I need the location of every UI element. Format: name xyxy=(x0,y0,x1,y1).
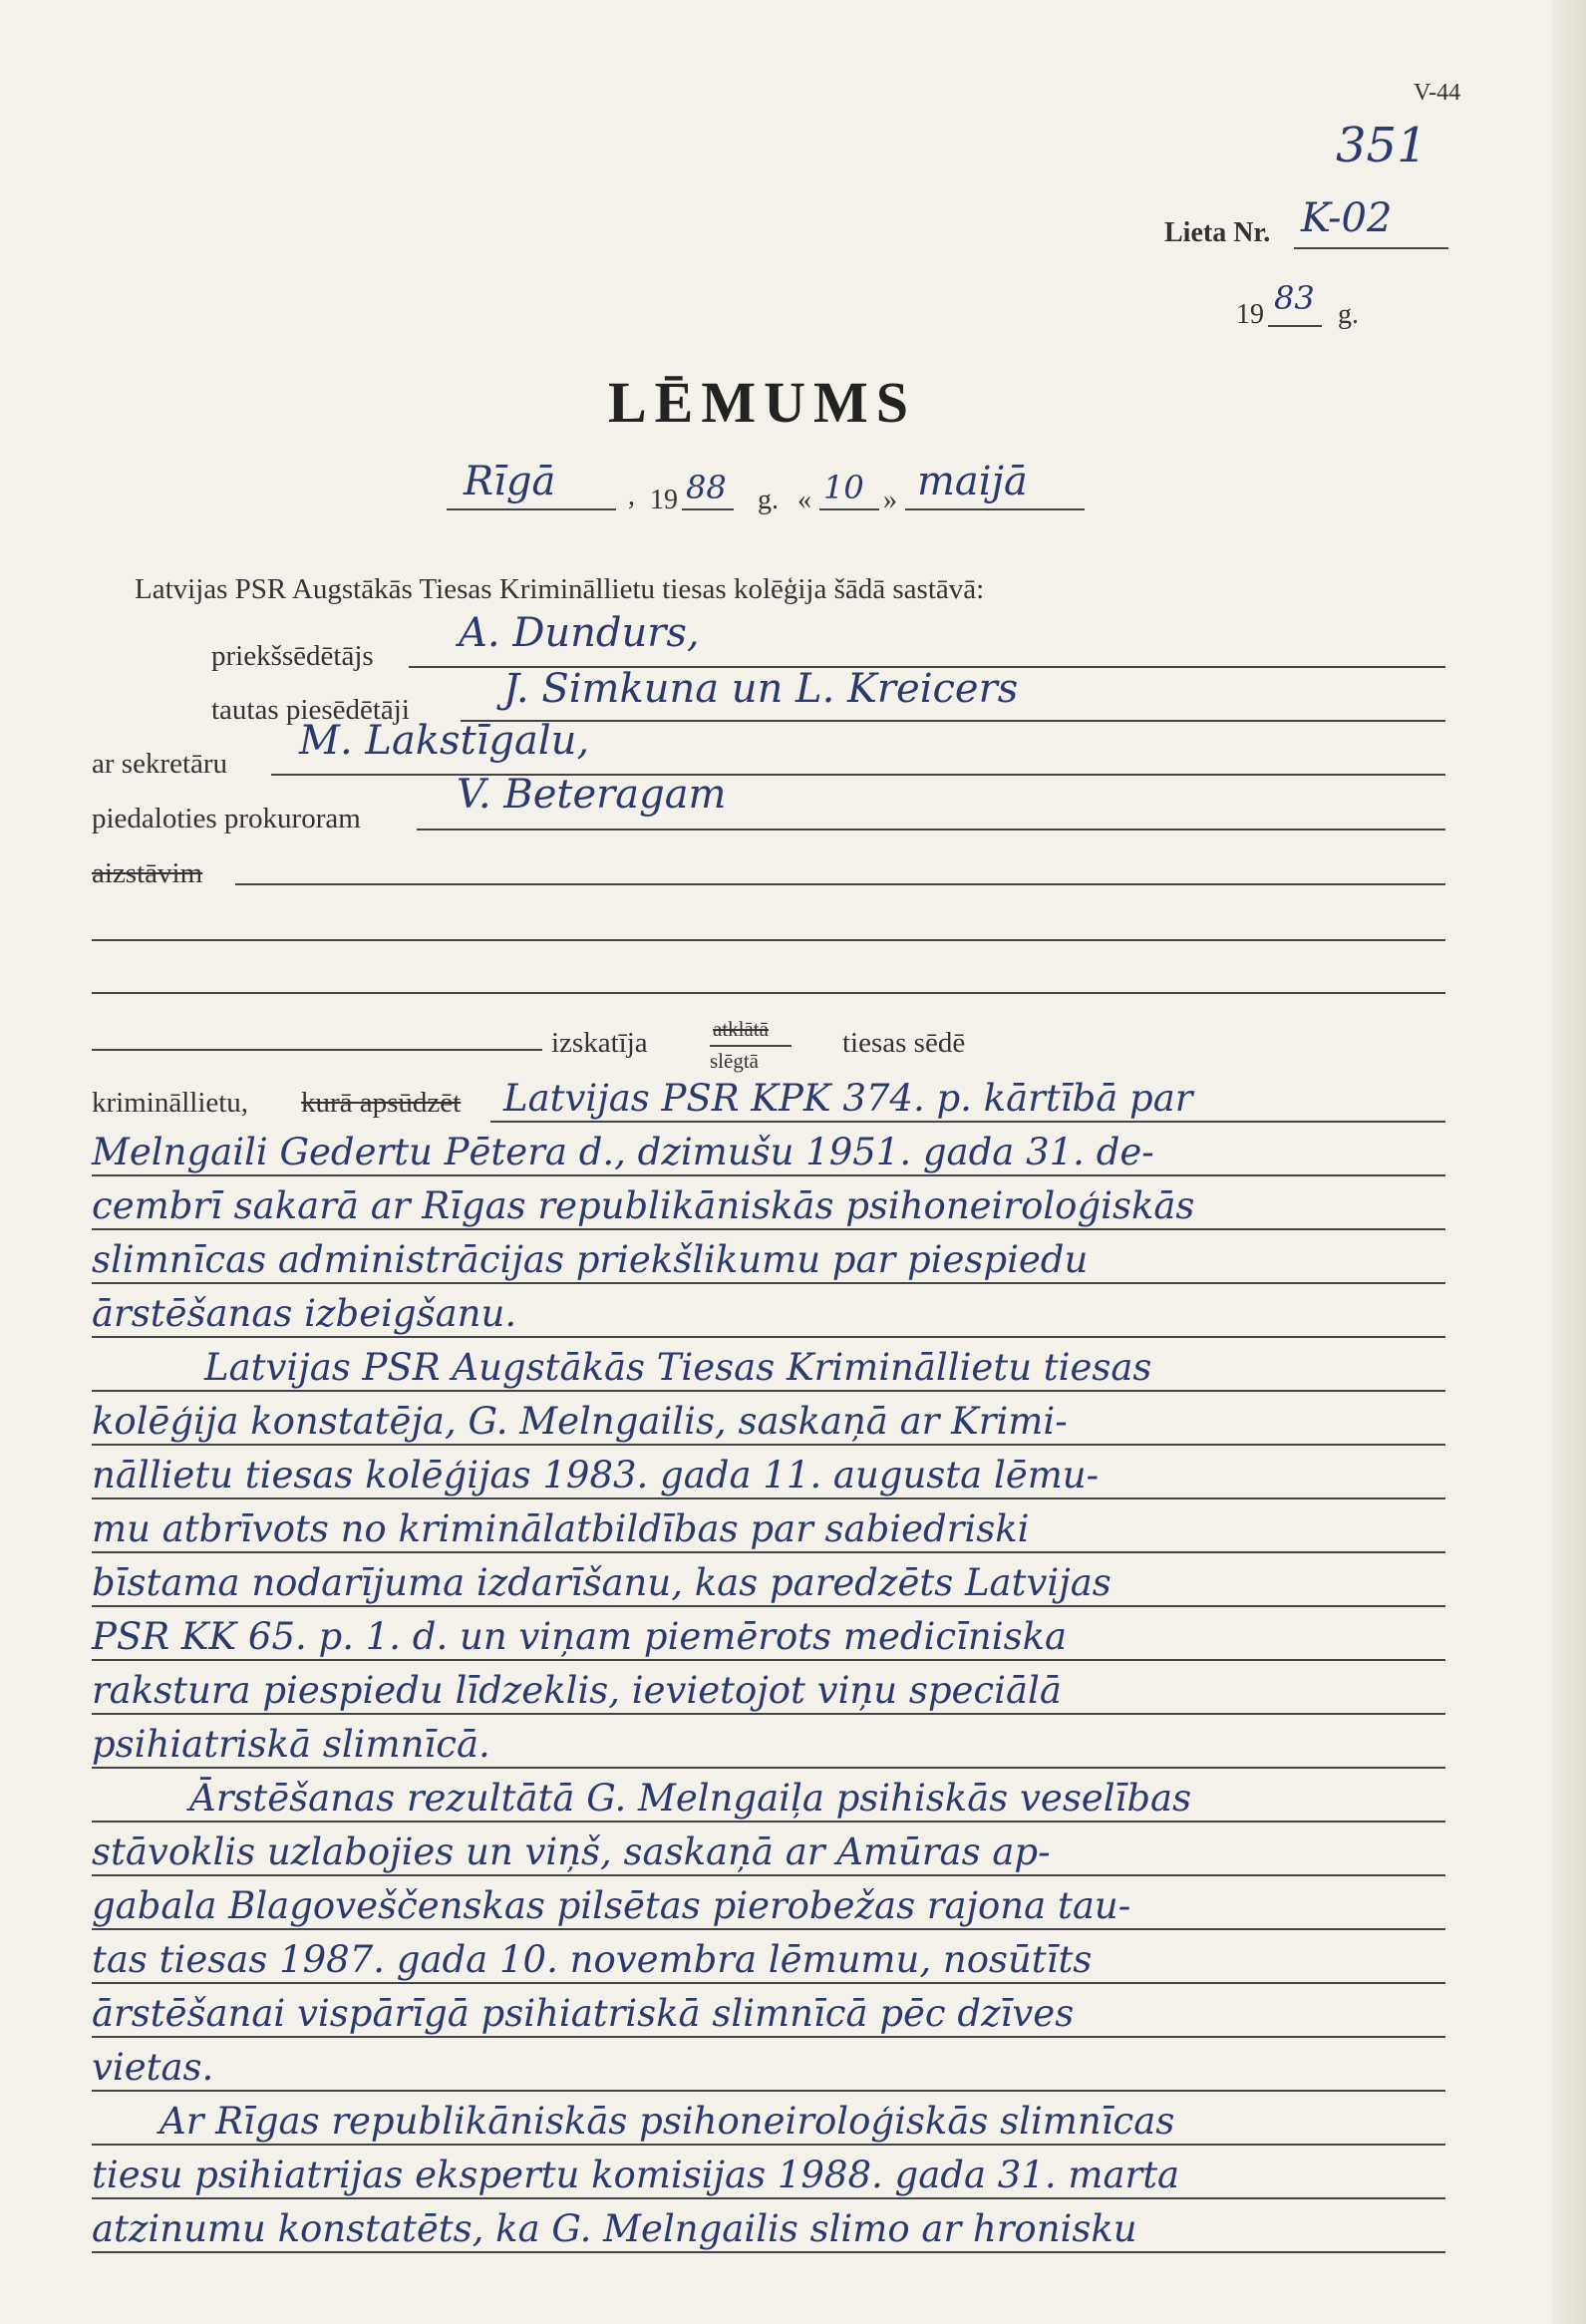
assessors-line xyxy=(461,720,1445,722)
day-close: » xyxy=(883,485,897,515)
blank-line-2 xyxy=(92,992,1445,994)
form-code: V-44 xyxy=(1414,80,1461,106)
case-year-suffix: 83 xyxy=(1274,279,1315,317)
case-year-line xyxy=(1268,325,1322,327)
place-value: Rīgā xyxy=(464,459,556,504)
session-fraction-bar xyxy=(710,1045,792,1047)
body-line-15: gabala Blagoveščenskas pilsētas pierobežas rajona tau- xyxy=(92,1884,1131,1927)
body-rule-3 xyxy=(92,1282,1445,1284)
session-label: tiesas sēdē xyxy=(842,1027,966,1059)
place-line xyxy=(447,508,616,510)
secretary-line xyxy=(271,774,1445,776)
prosecutor-line xyxy=(417,829,1445,830)
body-rule-8 xyxy=(92,1551,1445,1553)
body-line-7: nāllietu tiesas kolēģijas 1983. gada 11. augusta lēmu- xyxy=(92,1454,1100,1496)
prosecutor-value: V. Beteragam xyxy=(457,772,727,818)
body-rule-0 xyxy=(490,1121,1445,1123)
body-rule-13 xyxy=(92,1821,1445,1823)
case-number-line xyxy=(1294,247,1448,249)
body-line-21: atzinumu konstatēts, ka G. Melngailis slimo ar hronisku xyxy=(92,2207,1137,2250)
assessors-value: J. Simkuna un L. Kreicers xyxy=(503,666,1019,712)
body-line-8: mu atbrīvots no kriminālatbildības par sabiedriski xyxy=(92,1507,1030,1550)
body-rule-10 xyxy=(92,1659,1445,1661)
body-line-5: Latvijas PSR Augstākās Tiesas Krimināllietu tiesas xyxy=(204,1346,1152,1389)
body-line-2: cembrī sakarā ar Rīgas republikāniskās psihoneiroloģiskās xyxy=(92,1184,1195,1227)
page-edge xyxy=(1552,0,1586,2324)
day-open: « xyxy=(797,485,811,515)
case-year-unit: g. xyxy=(1338,299,1359,330)
body-rule-16 xyxy=(92,1982,1445,1984)
body-rule-18 xyxy=(92,2090,1445,2092)
document-page: V-44 351 Lieta Nr. K-02 19 83 g. LĒMUMS Rīgā , 19 88 g. « 10 » maijā Latvijas PSR Augstākās Tiesas Krimināllietu tiesas kolēģija šādā sastāvā: priekšsēdētājs A. Dundurs, tautas piesēdētāji J. Simkuna un L. Kreicers ar sekretāru M. Lakstīgalu, piedaloties prokuroram V. Beteragam aizstāvim izskatīja atklātā slēgtā tiesas sēdē krimināllietu, kurā apsūdzēt Latvijas PSR KPK 374. p. kārtībā par Melngaili Gedertu Pētera d., dzimušu 1951. gada 31. de- cembrī sakarā ar Rīgas republikāniskās psihoneiroloģiskās slimnīcas administrācijas priekšlikumu par piespiedu ārstēšanas izbeigšanu. Latvijas PSR Augstākās Tiesas Krimināllietu tiesas kolēģija konstatēja, G. Melngailis, saskaņā ar Krimi- nāllietu tiesas kolēģijas 1983. gada 11. augusta lēmu- mu atbrīvots no kriminālatbildības par sabiedriski bīstama nodarījuma izdarīšanu, kas paredzēts Latvijas PSR KK 65. p. 1. d. un viņam piemērots medicīniska rakstura piespiedu līdzeklis, ievietojot viņu speciālā psihiatriskā slimnīcā. Ārstēšanas rezultātā G. Melngaiļa psihiskās veselības stāvoklis uzlabojies un viņš, saskaņā ar Amūras ap- gabala Blagoveščenskas pilsētas pierobežas rajona tau- tas tiesas 1987. gada 10. novembra lēmumu, nosūtīts ārstēšanai vispārīgā psihiatriskā slimnīcā pēc dzīves vietas. Ar Rīgas republikāniskās psihoneiroloģiskās slimnīcas tiesu psihiatrijas ekspertu komisijas 1988. gada 31. marta atzinumu konstatēts, ka G. Melngailis slimo ar hronisku xyxy=(0,0,1586,2324)
date-day: 10 xyxy=(823,469,864,506)
date-year-prefix: 19 xyxy=(650,485,678,515)
date-month: maijā xyxy=(917,459,1028,504)
body-line-16: tas tiesas 1987. gada 10. novembra lēmumu, nosūtīts xyxy=(92,1938,1093,1981)
date-year-line xyxy=(682,508,734,510)
court-line: Latvijas PSR Augstākās Tiesas Krimināllietu tiesas kolēģija šādā sastāvā: xyxy=(135,573,985,605)
body-line-17: ārstēšanai vispārīgā psihiatriskā slimnīcā pēc dzīves xyxy=(92,1992,1075,2035)
body-rule-2 xyxy=(92,1228,1445,1230)
body-line-0: Latvijas PSR KPK 374. p. kārtībā par xyxy=(503,1077,1193,1120)
case-label: Lieta Nr. xyxy=(1164,217,1271,248)
body-rule-19 xyxy=(92,2144,1445,2146)
body-line-19: Ar Rīgas republikāniskās psihoneiroloģiskās slimnīcas xyxy=(159,2100,1175,2143)
date-year-unit: g. xyxy=(758,485,779,515)
struck-accused-label: kurā apsūdzēt xyxy=(301,1087,462,1119)
day-line xyxy=(819,508,879,510)
body-line-12: psihiatriskā slimnīcā. xyxy=(92,1723,490,1766)
body-rule-20 xyxy=(92,2197,1445,2199)
case-number: K-02 xyxy=(1301,195,1393,241)
page-title: LĒMUMS xyxy=(608,370,916,435)
session-blank-line xyxy=(92,1049,542,1051)
chair-label: priekšsēdētājs xyxy=(211,640,374,672)
body-rule-7 xyxy=(92,1497,1445,1499)
body-line-11: rakstura piespiedu līdzeklis, ievietojot viņu speciālā xyxy=(92,1669,1062,1712)
prosecutor-label: piedaloties prokuroram xyxy=(92,803,361,834)
reviewed-label: izskatīja xyxy=(551,1027,648,1059)
body-rule-5 xyxy=(92,1390,1445,1392)
body-rule-21 xyxy=(92,2251,1445,2253)
assessors-label: tautas piesēdētāji xyxy=(211,694,410,726)
body-rule-17 xyxy=(92,2036,1445,2038)
chair-value: A. Dundurs, xyxy=(459,610,700,656)
body-rule-4 xyxy=(92,1336,1445,1338)
open-label: atklātā xyxy=(713,1017,769,1041)
body-rule-11 xyxy=(92,1713,1445,1715)
date-year: 88 xyxy=(686,469,727,506)
body-line-13: Ārstēšanas rezultātā G. Melngaiļa psihiskās veselības xyxy=(189,1777,1192,1820)
month-line xyxy=(905,508,1085,510)
body-rule-15 xyxy=(92,1928,1445,1930)
body-rule-6 xyxy=(92,1444,1445,1446)
defender-line xyxy=(235,883,1445,885)
body-line-14: stāvoklis uzlabojies un viņš, saskaņā ar Amūras ap- xyxy=(92,1830,1051,1873)
body-line-4: ārstēšanas izbeigšanu. xyxy=(92,1292,517,1335)
body-rule-14 xyxy=(92,1874,1445,1876)
secretary-label: ar sekretāru xyxy=(92,748,228,780)
body-line-20: tiesu psihiatrijas ekspertu komisijas 1988. gada 31. marta xyxy=(92,2154,1180,2196)
body-line-18: vietas. xyxy=(92,2046,214,2089)
body-line-10: PSR KK 65. p. 1. d. un viņam piemērots medicīniska xyxy=(92,1615,1068,1658)
case-year-prefix: 19 xyxy=(1236,299,1264,330)
body-line-3: slimnīcas administrācijas priekšlikumu par piespiedu xyxy=(92,1238,1089,1281)
body-rule-12 xyxy=(92,1767,1445,1769)
defender-label: aizstāvim xyxy=(92,857,203,889)
blank-line-1 xyxy=(92,939,1445,941)
body-line-9: bīstama nodarījuma izdarīšanu, kas paredzēts Latvijas xyxy=(92,1561,1111,1604)
closed-label: slēgtā xyxy=(710,1049,759,1073)
page-number: 351 xyxy=(1336,118,1427,173)
case-type-label: krimināllietu, xyxy=(92,1087,249,1119)
body-line-1: Melngaili Gedertu Pētera d., dzimušu 1951. gada 31. de- xyxy=(92,1131,1154,1173)
body-rule-9 xyxy=(92,1605,1445,1607)
secretary-value: M. Lakstīgalu, xyxy=(299,718,590,764)
body-line-6: kolēģija konstatēja, G. Melngailis, saskaņā ar Krimi- xyxy=(92,1400,1068,1443)
body-rule-1 xyxy=(92,1174,1445,1176)
